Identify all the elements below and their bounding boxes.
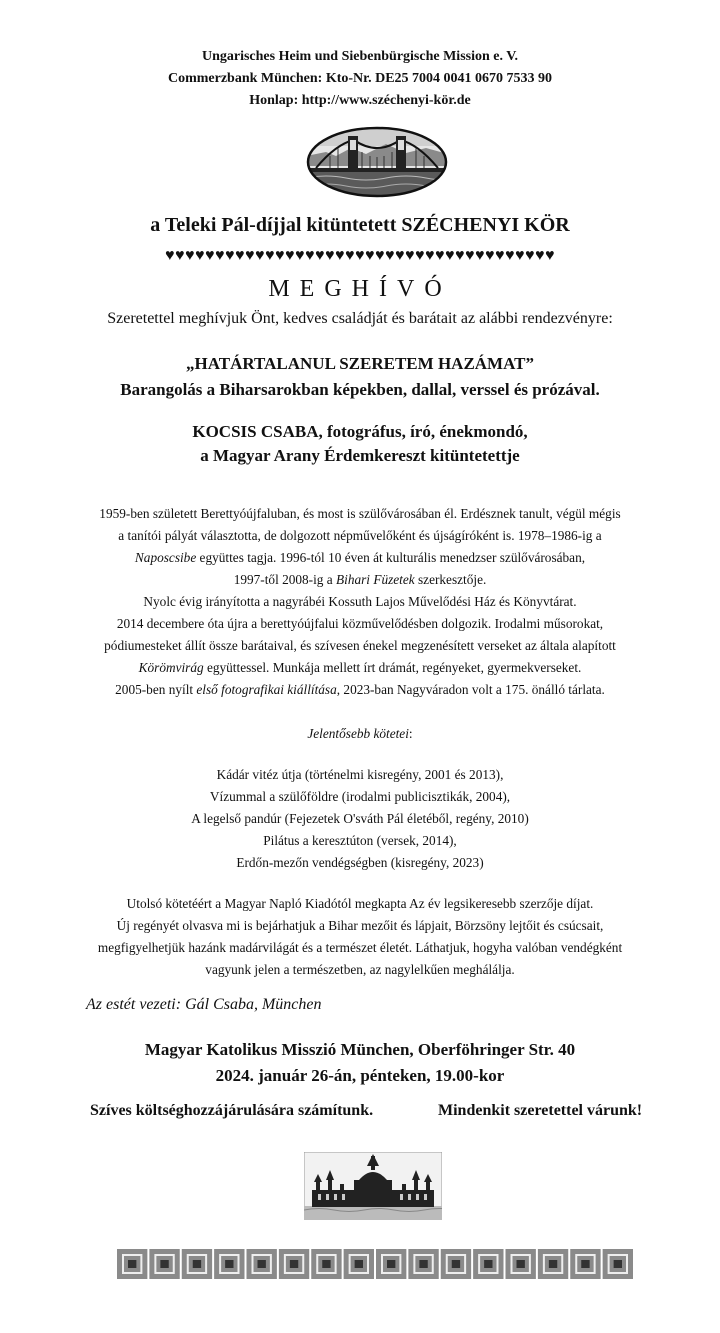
- contribution-note: Szíves költséghozzájárulására számítunk.: [90, 1102, 374, 1119]
- ornament-tile: [506, 1249, 536, 1279]
- bank-account: Commerzbank München: Kto-Nr. DE25 7004 0041 0670 7533 90: [167, 71, 553, 86]
- association-name: Ungarisches Heim und Siebenbürgische Mission e. V.: [201, 49, 519, 64]
- event-title: „HATÁRTALANUL SZERETEM HAZÁMAT”: [186, 354, 534, 373]
- invitation-heading: MEGHÍVÓ: [268, 276, 452, 302]
- ornament-tile: [603, 1249, 633, 1279]
- bio-line: a tanítói pályát választotta, de dolgozott népművelőként és újságíróként is. 1978–1986-ig a: [118, 528, 602, 543]
- website: Honlap: http://www.széchenyi-kör.de: [249, 93, 471, 108]
- guest-award: a Magyar Arany Érdemkereszt kitüntetettje: [200, 446, 520, 465]
- closing-line: Új regényét olvasva mi is bejárhatjuk a Bihar mezőit és lápjait, Börzsöny lejtőit és csúcsait,: [116, 918, 604, 933]
- ornament-tile: [538, 1249, 568, 1279]
- organization-title: a Teleki Pál-díjjal kitüntetett SZÉCHENYI KÖR: [150, 214, 570, 236]
- books-heading: Jelentősebb kötetei:: [307, 726, 413, 741]
- ornament-tile: [117, 1249, 147, 1279]
- bio-line: 1997-től 2008-ig a Bihari Füzetek szerkesztője.: [233, 572, 487, 587]
- venue-address: Magyar Katolikus Misszió München, Oberföhringer Str. 40: [144, 1040, 576, 1059]
- book-item: Erdőn-mezőn vendégségben (kisregény, 2023): [236, 855, 484, 870]
- ornament-tile: [247, 1249, 277, 1279]
- ornament-tile: [279, 1249, 309, 1279]
- ornament-tile: [182, 1249, 212, 1279]
- band-name: Naposcsibe: [134, 550, 197, 565]
- ornament-tile: [149, 1249, 179, 1279]
- invitation-intro: Szeretettel meghívjuk Önt, kedves családját és barátait az alábbi rendezvényre:: [107, 310, 613, 327]
- bio-line: Körömvirág együttessel. Munkája mellett írt drámát, regényeket, gyermekverseket.: [138, 660, 582, 675]
- book-item: A legelső pandúr (Fejezetek O'sváth Pál életéből, regény, 2010): [191, 811, 529, 826]
- bio-line: Naposcsibe együttes tagja. 1996-tól 10 éven át kulturális menedzser szülővárosában,: [134, 550, 586, 565]
- chain-bridge-icon: [306, 126, 448, 198]
- closing-line: megfigyelhetjük hazánk madárvilágát és a természet életét. Láthatjuk, hogyha valóban vendégként: [97, 940, 623, 955]
- ornament-tile: [408, 1249, 438, 1279]
- bio-line: 1959-ben született Berettyóújfaluban, és most is szülővárosában él. Erdésznek tanult, végül mégis: [99, 506, 621, 521]
- event-subtitle: Barangolás a Biharsarokban képekben, dallal, verssel és prózával.: [120, 380, 600, 399]
- closing-line: vagyunk jelen a természetben, az nagylelkűen meghálálja.: [205, 962, 515, 977]
- ornament-tile: [214, 1249, 244, 1279]
- decorative-border-icon: [116, 1248, 634, 1280]
- first-exhibition: első fotografikai kiállítása: [196, 682, 337, 697]
- ensemble-name: Körömvirág: [138, 660, 204, 675]
- book-item: Vízummal a szülőföldre (irodalmi publicisztikák, 2004),: [209, 789, 511, 804]
- ornament-tile: [344, 1249, 374, 1279]
- bio-line: 2014 decembere óta újra a berettyóújfalui közművelődésben dolgozik. Irodalmi műsorokat,: [116, 616, 604, 631]
- bio-line: pódiumesteket állít össze barátaival, és szívesen énekel megzenésített verseket az általa alapított: [104, 638, 616, 653]
- event-date: 2024. január 26-án, pénteken, 19.00-kor: [215, 1066, 505, 1085]
- ornament-tile: [311, 1249, 341, 1279]
- magazine-name: Bihari Füzetek: [336, 572, 415, 587]
- book-item: Kádár vitéz útja (történelmi kisregény, 2001 és 2013),: [216, 767, 504, 782]
- guest-name: KOCSIS CSABA, fotográfus, író, énekmondó,: [192, 422, 528, 441]
- ornament-tile: [473, 1249, 503, 1279]
- bio-line: 2005-ben nyílt első fotografikai kiállítása, 2023-ban Nagyváradon volt a 175. önálló tárlata.: [115, 682, 605, 697]
- hearts-divider: ♥♥♥♥♥♥♥♥♥♥♥♥♥♥♥♥♥♥♥♥♥♥♥♥♥♥♥♥♥♥♥♥♥♥♥♥♥♥♥: [165, 247, 555, 264]
- welcome-note: Mindenkit szeretettel várunk!: [438, 1102, 643, 1119]
- event-host: Az estét vezeti: Gál Csaba, München: [86, 996, 322, 1013]
- ornament-tile: [570, 1249, 600, 1279]
- closing-line: Utolsó kötetéért a Magyar Napló Kiadótól megkapta Az év legsikeresebb szerzője díjat.: [126, 896, 594, 911]
- parliament-building-icon: [304, 1152, 442, 1220]
- book-item: Pilátus a keresztúton (versek, 2014),: [263, 833, 457, 848]
- ornament-tile: [376, 1249, 406, 1279]
- bio-line: Nyolc évig irányította a nagyrábéi Kossuth Lajos Művelődési Ház és Könyvtárat.: [143, 594, 577, 609]
- ornament-tile: [441, 1249, 471, 1279]
